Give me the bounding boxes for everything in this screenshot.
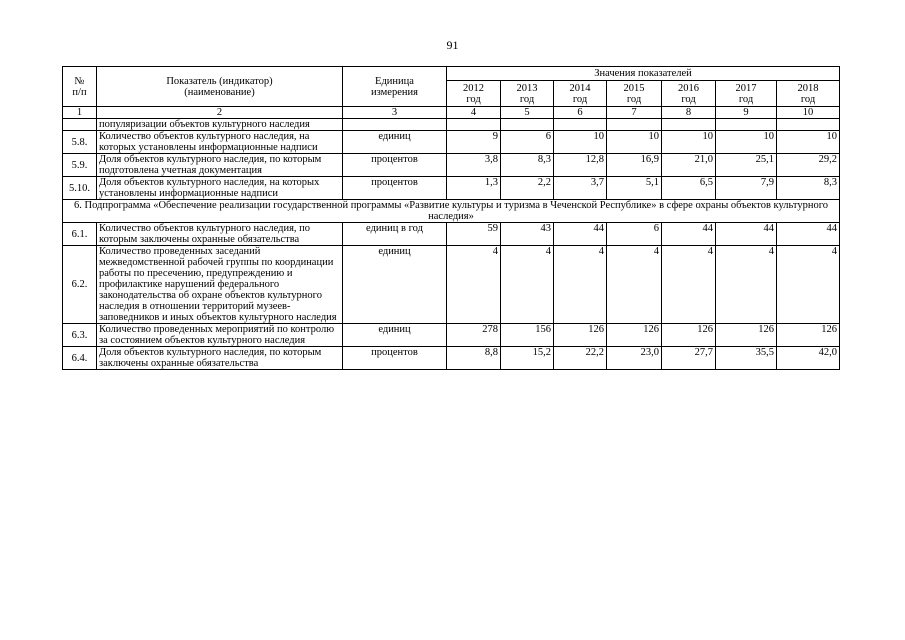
row-value: 156 [501,324,554,347]
row-value: 12,8 [554,154,607,177]
row-indicator: Доля объектов культурного наследия, по которым заключены охранные обязательства [97,347,343,370]
header-year: 2017 год [716,81,777,107]
row-indicator: Количество проведенных мероприятий по контролю за состоянием объектов культурного наследия [97,324,343,347]
row-value: 27,7 [662,347,716,370]
row-value: 2,2 [501,177,554,200]
row-unit: единиц [343,131,447,154]
table-row [63,119,840,131]
row-number: 6.1. [63,223,97,246]
index-cell: 8 [662,107,716,119]
subprogram-title: 6. Подпрограмма «Обеспечение реализации государственной программы «Развитие культуры и туризма в Чеченской Республике» в сфере охраны объектов культурного наследия» [63,200,840,223]
row-unit [343,119,447,131]
row-value: 44 [777,223,840,246]
index-cell: 3 [343,107,447,119]
row-value: 23,0 [607,347,662,370]
row-value: 3,8 [447,154,501,177]
header-year: 2015 год [607,81,662,107]
row-value: 7,9 [716,177,777,200]
row-value [716,119,777,131]
row-value: 44 [662,223,716,246]
header-indicator: Показатель (индикатор) (наименование) [97,67,343,107]
table-row [63,177,840,200]
row-value: 126 [662,324,716,347]
header-year: 2018 год [777,81,840,107]
column-index-row [63,107,840,119]
header-year: 2013 год [501,81,554,107]
row-value: 15,2 [501,347,554,370]
subprogram-row [63,200,840,223]
row-value: 10 [777,131,840,154]
row-value: 59 [447,223,501,246]
row-value [662,119,716,131]
row-number: 6.4. [63,347,97,370]
index-cell: 9 [716,107,777,119]
row-value [501,119,554,131]
header-values: Значения показателей [447,67,840,81]
page-number: 91 [446,38,459,52]
row-number: 5.10. [63,177,97,200]
table-row [63,131,840,154]
row-value [447,119,501,131]
row-value: 8,8 [447,347,501,370]
row-number: 6.3. [63,324,97,347]
row-value: 4 [501,246,554,324]
row-value: 43 [501,223,554,246]
row-value: 10 [716,131,777,154]
row-unit: единиц [343,324,447,347]
row-value: 6 [607,223,662,246]
row-value: 44 [554,223,607,246]
row-unit: процентов [343,347,447,370]
header-year: 2014 год [554,81,607,107]
row-value: 42,0 [777,347,840,370]
row-indicator: популяризации объектов культурного наследия [97,119,343,131]
row-value: 6 [501,131,554,154]
header-year: 2012 год [447,81,501,107]
row-indicator: Количество объектов культурного наследия, по которым заключены охранные обязательства [97,223,343,246]
row-number: 5.8. [63,131,97,154]
row-value: 126 [607,324,662,347]
index-cell: 1 [63,107,97,119]
row-value: 4 [554,246,607,324]
row-value: 8,3 [777,177,840,200]
row-indicator: Количество проведенных заседаний межведомственной рабочей группы по координации работы по пресечению, предупреждению и профилактике нарушений федерального законодательства об охране объектов культурного наследия в отношении территорий музеев-заповедников и иных объектов культурного наследия [97,246,343,324]
header-no: № п/п [63,67,97,107]
row-value: 21,0 [662,154,716,177]
row-value: 5,1 [607,177,662,200]
row-value: 4 [447,246,501,324]
index-cell: 4 [447,107,501,119]
index-cell: 6 [554,107,607,119]
row-value: 16,9 [607,154,662,177]
row-value: 4 [607,246,662,324]
row-indicator: Количество объектов культурного наследия, на которых установлены информационные надписи [97,131,343,154]
index-cell: 7 [607,107,662,119]
row-unit: процентов [343,154,447,177]
row-indicator: Доля объектов культурного наследия, по которым подготовлена учетная документация [97,154,343,177]
row-value: 10 [554,131,607,154]
row-value: 4 [716,246,777,324]
row-value: 10 [662,131,716,154]
row-number: 6.2. [63,246,97,324]
table-row [63,347,840,370]
table-row [63,324,840,347]
table-row [63,154,840,177]
row-number: 5.9. [63,154,97,177]
row-value: 29,2 [777,154,840,177]
row-value: 10 [607,131,662,154]
index-cell: 2 [97,107,343,119]
row-value: 44 [716,223,777,246]
header-year: 2016 год [662,81,716,107]
row-value: 1,3 [447,177,501,200]
row-value: 6,5 [662,177,716,200]
row-value: 3,7 [554,177,607,200]
indicators-table [62,66,840,370]
row-indicator: Доля объектов культурного наследия, на которых установлены информационные надписи [97,177,343,200]
row-value: 126 [554,324,607,347]
row-unit: единиц в год [343,223,447,246]
row-value: 35,5 [716,347,777,370]
row-value: 22,2 [554,347,607,370]
row-value: 278 [447,324,501,347]
row-value: 126 [777,324,840,347]
row-value: 8,3 [501,154,554,177]
row-value: 4 [662,246,716,324]
index-cell: 10 [777,107,840,119]
row-unit: единиц [343,246,447,324]
header-unit: Единица измерения [343,67,447,107]
row-value: 9 [447,131,501,154]
row-unit: процентов [343,177,447,200]
row-value: 4 [777,246,840,324]
row-value [554,119,607,131]
row-value [777,119,840,131]
row-value: 25,1 [716,154,777,177]
row-value [607,119,662,131]
table-row [63,223,840,246]
table-row [63,246,840,324]
index-cell: 5 [501,107,554,119]
row-value: 126 [716,324,777,347]
row-number [63,119,97,131]
